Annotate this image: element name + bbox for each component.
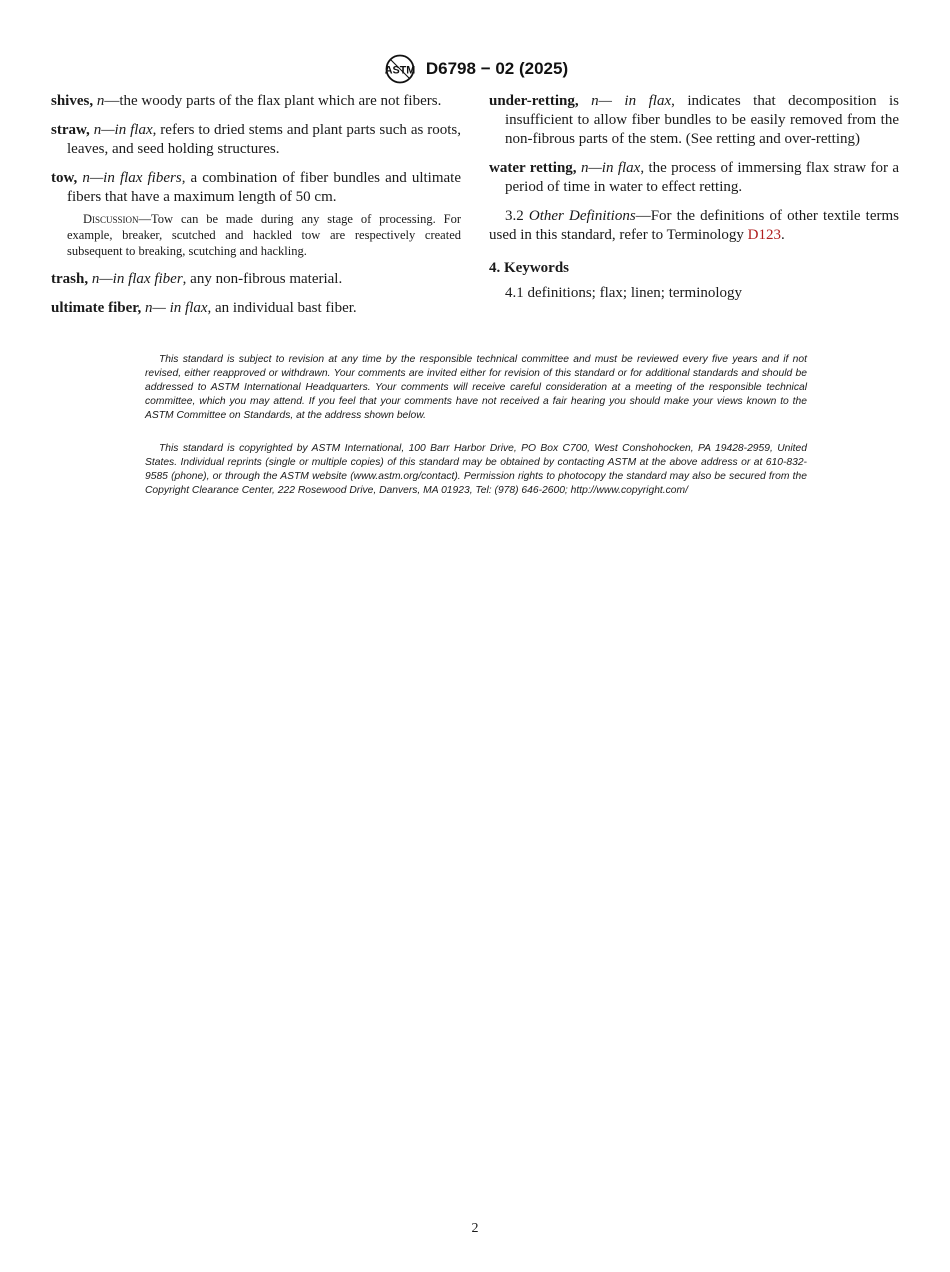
definition-shives: shives, n—the woody parts of the flax plant which are not fibers. bbox=[51, 93, 442, 109]
keywords-heading: 4. Keywords bbox=[489, 260, 569, 276]
discussion-tow: Discussion—Tow can be made during any stage of processing. For example, breaker, scutched and hackled tow are respectively created subsequent to breaking, scutching and hackling. bbox=[67, 212, 461, 258]
definition-ultimate-fiber: ultimate fiber, n— in flax, an individual bast fiber. bbox=[51, 300, 357, 316]
logo-text: ASTM bbox=[384, 64, 416, 77]
definition-water-retting: water retting, n—in flax, the process of immersing flax straw for a period of time in water to effect retting. bbox=[489, 160, 899, 195]
astm-logo-icon bbox=[382, 52, 418, 86]
copyright-notice: This standard is copyrighted by ASTM International, 100 Barr Harbor Drive, PO Box C700, West Conshohocken, PA 19428-2959, United States. Individual reprints (single or multiple copies) of this standard may be obtained by contacting ASTM at the above address or at 610-832-9585 (phone), or through the ASTM website (www.astm.org/contact). Permission rights to photocopy the standard may also be secured from the Copyright Clearance Center, 222 Rosewood Drive, Danvers, MA 01923, Tel: (978) 646-2600; http://www.copyright.com/ bbox=[145, 443, 807, 496]
definition-tow: tow, n—in flax fibers, a combination of fiber bundles and ultimate fibers that have a maximum length of 50 cm. bbox=[51, 170, 461, 205]
keywords-paragraph: 4.1 definitions; flax; linen; terminology bbox=[505, 285, 743, 301]
revision-notice: This standard is subject to revision at any time by the responsible technical committee and must be reviewed every five years and if not revised, either reapproved or withdrawn. Your comments are invited either for revision of this standard or for additional standards and should be addressed to ASTM International Headquarters. Your comments will receive careful consideration at a meeting of the responsible technical committee, which you may attend. If you feel that your comments have not received a fair hearing you should make your views known to the ASTM Committee on Standards, at the address shown below. bbox=[145, 354, 807, 421]
definition-under-retting: under-retting, n— in flax, indicates that decomposition is insufficient to allow fiber bundles to be easily removed from the non-fibrous parts of the stem. (See retting and over-retting) bbox=[489, 93, 900, 147]
page-header bbox=[0, 52, 950, 91]
terminology-d123-link[interactable]: D123 bbox=[747, 227, 781, 243]
right-column bbox=[489, 92, 899, 303]
other-definitions-paragraph: 3.2 Other Definitions—For the definitions of other textile terms used in this standard, refer to Terminology D123. bbox=[489, 208, 899, 243]
page-number: 2 bbox=[471, 1221, 479, 1236]
definition-trash: trash, n—in flax fiber, any non-fibrous material. bbox=[51, 271, 343, 287]
definition-straw: straw, n—in flax, refers to dried stems and plant parts such as roots, leaves, and seed holding structures. bbox=[51, 122, 462, 157]
standard-designation: D6798 − 02 (2025) bbox=[425, 59, 569, 78]
left-column bbox=[51, 92, 461, 328]
